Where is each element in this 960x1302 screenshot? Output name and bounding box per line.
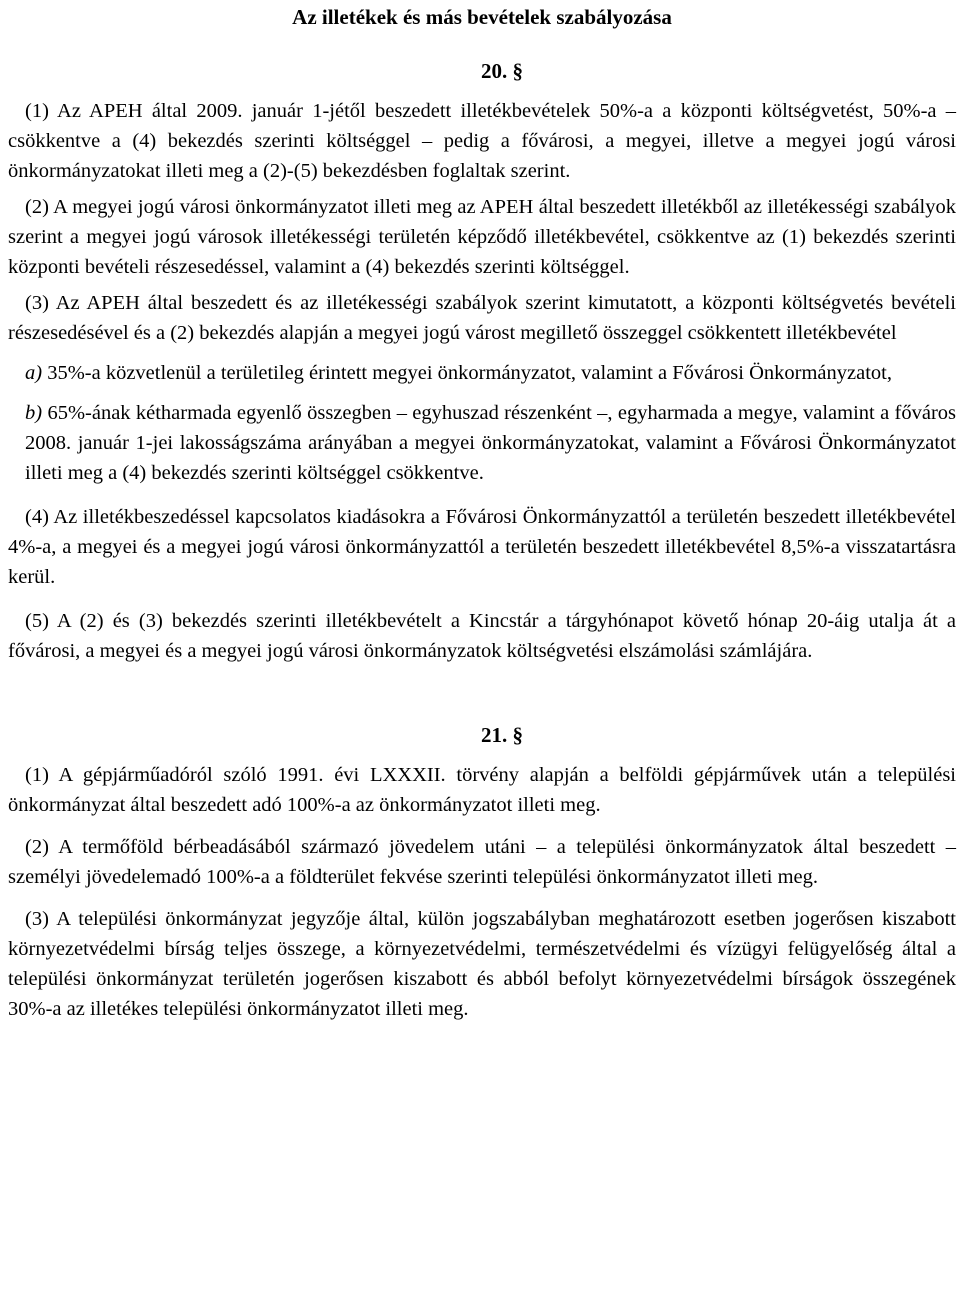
point-label: b) [25,402,43,424]
paragraph-label: (4) [25,506,49,528]
paragraph-text: A termőföld bérbeadásából származó jövedelem utáni – a települési önkormányzatok által beszedett – személyi jövedelemadó 100%-a a földterület fekvése szerinti települési önkormányzatot illeti meg. [8,836,956,888]
paragraph [8,904,956,1024]
paragraph [8,606,956,666]
paragraph [8,502,956,592]
point-text: 35%-a közvetlenül a területileg érintett megyei önkormányzatot, valamint a Fővárosi Önkormányzatot, [47,362,892,384]
paragraph-text: Az APEH által 2009. január 1-jétől beszedett illetékbevételek 50%-a a központi költségvetést, 50%-a – csökkentve a (4) bekezdés szerinti költséggel – pedig a fővárosi, a megyei, illetve a megyei jogú városi önkormányzatokat illeti meg a (2)-(5) bekezdésben foglaltak szerint. [8,100,956,182]
paragraph-text: A (2) és (3) bekezdés szerinti illetékbevételt a Kincstár a tárgyhónapot követő hónap 20-áig utalja át a fővárosi, a megyei és a megyei jogú városi önkormányzatok költségvetési elszámolási számlájára. [8,610,956,662]
paragraph-text: A gépjárműadóról szóló 1991. évi LXXXII. törvény alapján a belföldi gépjárművek után a települési önkormányzat által beszedett adó 100%-a az önkormányzatot illeti meg. [8,764,957,816]
point-text: 65%-ának kétharmada egyenlő összegben – egyhuszad részenként –, egyharmada a megye, valamint a főváros 2008. január 1-jei lakosságszáma arányában a megyei önkormányzatokat, valamint a Fővárosi Önkormányzatot illeti meg a (4) bekezdés szerinti költséggel csökkentve. [25,402,957,484]
section-20 [8,56,956,666]
paragraph-text: A települési önkormányzat jegyzője által, külön jogszabályban meghatározott esetben jogerősen kiszabott környezetvédelmi bírság teljes összege, a környezetvédelmi, természetvédelmi és vízügyi felügyelőség által a települési önkormányzat területén jogerősen kiszabott és abból befolyt környezetvédelmi bírságok összegének 30%-a az illetékes települési önkormányzatot illeti meg. [8,908,956,1020]
document-page [8,0,956,1024]
paragraph-label: (5) [25,610,49,632]
section-21 [8,720,956,1024]
paragraph-label: (1) [25,100,49,122]
paragraph-label: (2) [25,196,49,218]
section-heading: 20. § [481,59,523,83]
paragraph-label: (2) [25,836,49,858]
paragraph [8,288,956,348]
paragraph-text: Az illetékbeszedéssel kapcsolatos kiadásokra a Fővárosi Önkormányzattól a területén beszedett illetékbevétel 4%-a, a megyei és a megyei jogú városi önkormányzattól a területén beszedett illetékbevétel 8,5%-a visszatartásra kerül. [8,506,956,588]
paragraph-label: (3) [25,908,49,930]
paragraph-text: Az APEH által beszedett és az illetékességi szabályok szerint kimutatott, a központi költségvetés bevételi részesedésével és a (2) bekezdés alapján a megyei jogú várost megillető összeggel csökkentett illetékbevétel [8,292,956,344]
paragraph-label: (3) [25,292,49,314]
paragraph [8,760,956,820]
section-heading: 21. § [481,723,523,747]
point-label: a) [25,362,43,384]
list-point [8,398,956,488]
paragraph-text: A megyei jogú városi önkormányzatot illeti meg az APEH által beszedett illetékből az illetékességi szabályok szerint a megyei jogú városok illetékességi területén képződő illetékbevétel, csökkentve az (1) bekezdés szerinti központi bevételi részesedéssel, valamint a (4) bekezdés szerinti költséggel. [8,196,956,278]
paragraph [8,832,956,892]
paragraph-label: (1) [25,764,49,786]
document-title: Az illetékek és más bevételek szabályozása [292,5,672,29]
paragraph [8,192,956,282]
paragraph [8,96,956,186]
list-point [8,358,956,388]
